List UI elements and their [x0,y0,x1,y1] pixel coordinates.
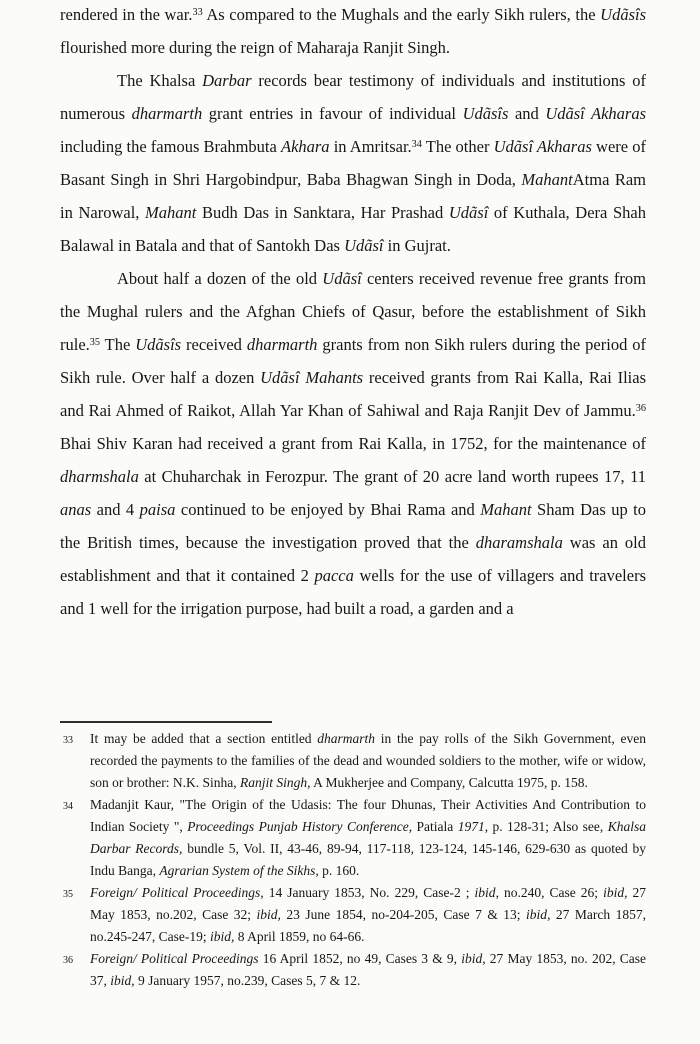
footnote-reference-marker: 35 [89,337,100,349]
text-run: , p. 128-31; Also see, [484,819,608,834]
text-run: were of Basant Singh in Shri Hargobindpur, Baba Bhagwan Singh in Doda, [60,137,646,189]
italic-text-run: Darbar [202,71,252,90]
footnote-number: 36 [63,955,73,966]
text-run: at Chuharchak in Ferozpur. The grant of 20 acre land worth rupees 17, 11 [138,467,646,486]
text-run: As compared to the Mughals and the early Sikh rulers, the [202,5,601,24]
text-run: 8 April 1859, no 64-66. [234,929,365,944]
italic-text-run: dharmshala [60,467,139,486]
text-run: grants from non Sikh rulers during the period of Sikh rule. Over half a dozen [60,335,647,387]
italic-text-run: Udãsî [344,236,384,255]
italic-text-run: ibid, [209,929,235,944]
text-run: 23 June 1854, no-204-205, Case 7 & 13; [280,907,527,922]
italic-text-run: Mahant [521,170,573,189]
footnote-text [90,951,646,988]
text-run: About half a dozen of the old [117,269,323,288]
text-run: The [100,335,136,354]
body-paragraph [60,0,646,64]
italic-text-run: Udãsîs [135,335,182,354]
italic-text-run: Udãsîs [600,5,646,24]
italic-text-run: paisa [139,500,176,519]
italic-text-run: Mahant [145,203,197,222]
text-run: Atma Ram in Narowal, [60,170,647,222]
footnote-separator [60,721,272,723]
text-run: The other [421,137,494,156]
text-run: records bear testimony of individuals and institutions of numerous [60,71,646,123]
text-run: grant entries in favour of individual [202,104,463,123]
italic-text-run: pacca [314,566,354,585]
text-run: , 9 January 1957, no.239, Cases 5, 7 & 12. [131,973,361,988]
footnote-reference-marker: 34 [411,139,422,151]
footnote [60,728,646,794]
footnote-number: 34 [63,801,73,812]
footnote-number: 33 [63,735,73,746]
footnote-text [90,885,646,944]
footnote [60,794,646,882]
italic-text-run: Udãsî Mahants [260,368,364,387]
text-run: p. 160. [318,863,360,878]
text-run: bundle 5, Vol. II, 43-46, 89-94, 117-118, 123-124, 145-146, 629-630 as quoted by Indu Banga, [90,841,646,878]
italic-text-run: Udãsîs [462,104,509,123]
text-run: received [181,335,247,354]
text-run: was an old establishment and that it contained 2 [60,533,646,585]
italic-text-run: Agrarian System of the Sikhs, [159,863,319,878]
italic-text-run: Foreign/ Political Proceedings [90,951,259,966]
text-run: in the pay rolls of the Sikh Government, even recorded the payments to the families of the dead and wounded soldiers to the mother, wife or widow, son or brother: N.K. Sinha, [90,731,646,790]
italic-text-run: ibid, [461,951,486,966]
text-run: in Gujrat. [383,236,451,255]
text-run: Budh Das in Sanktara, Har Prashad [196,203,449,222]
italic-text-run: Proceedings Punjab History Conference, [187,819,413,834]
italic-text-run: Khalsa Darbar Records, [90,819,646,856]
italic-text-run: ibid [474,885,496,900]
text-run: Patiala [412,819,458,834]
italic-text-run: dharmarth [246,335,318,354]
text-run: Bhai Shiv Karan had received a grant from Rai Kalla, in 1752, for the maintenance of [60,434,646,453]
footnote-number: 35 [63,889,73,900]
italic-text-run: ibid [526,907,548,922]
text-run: including the famous Brahmbuta [60,137,281,156]
text-run: Sham Das up to the British times, because the investigation proved that the [60,500,646,552]
text-run: Madanjit Kaur, "The Origin of the Udasis: The four Dhunas, Their Activities And Contribution to Indian Society ", [90,797,646,834]
text-run: continued to be enjoyed by Bhai Rama and [175,500,481,519]
text-run: centers received revenue free grants from the Mughal rulers and the Afghan Chiefs of Qasur, before the establishment of Sikh rule. [60,269,647,354]
italic-text-run: 1971 [457,819,485,834]
body-paragraph [60,262,646,625]
italic-text-run: dharmarth [317,731,376,746]
italic-text-run: Udãsî Akharas [545,104,647,123]
italic-text-run: Udãsî [322,269,362,288]
italic-text-run: Akhara [280,137,330,156]
text-run: and 4 [91,500,140,519]
body-text [60,0,646,625]
italic-text-run: Mahant [480,500,532,519]
italic-text-run: anas [60,500,92,519]
text-run: received grants from Rai Kalla, Rai Ilias and Rai Ahmed of Raikot, Allah Yar Khan of Sahiwal and Raja Ranjit Dev of Jammu. [60,368,646,420]
text-run: A Mukherjee and Company, Calcutta 1975, p. 158. [310,775,588,790]
italic-text-run: ibid [603,885,625,900]
italic-text-run: Ranjit Singh, [239,775,311,790]
text-run: 27 May 1853, no. 202, Case 37, [90,951,647,988]
italic-text-run: dharamshala [475,533,563,552]
italic-text-run: Udãsî Akharas [493,137,592,156]
text-run: , no.240, Case 26; [495,885,604,900]
text-run: , 27 March 1857, no.245-247, Case-19; [90,907,647,944]
italic-text-run: ibid [110,973,132,988]
italic-text-run: dharmarth [131,104,203,123]
italic-text-run: ibid, [256,907,281,922]
italic-text-run: Foreign/ Political Proceedings, [90,885,264,900]
text-run: The Khalsa [117,71,203,90]
text-run: wells for the use of villagers and travelers and 1 well for the irrigation purpose, had built a road, a garden and a [60,566,647,618]
text-run: flourished more during the reign of Maharaja Ranjit Singh. [60,38,450,57]
italic-text-run: Udãsî [448,203,489,222]
text-run: 16 April 1852, no 49, Cases 3 & 9, [258,951,462,966]
text-run: and [508,104,546,123]
body-paragraph [60,64,646,262]
footnote-reference-marker: 33 [192,7,203,19]
text-run: It may be added that a section entitled [90,731,318,746]
text-run: of Kuthala, Dera Shah Balawal in Batala and that of Santokh Das [60,203,646,255]
text-run: , 27 May 1853, no.202, Case 32; [90,885,647,922]
footnote [60,882,646,948]
footnotes-section [60,728,646,992]
footnote-text [90,731,646,790]
footnote-text [90,797,646,878]
text-run: in Amritsar. [329,137,412,156]
text-run: rendered in the war. [60,5,193,24]
footnote [60,948,646,992]
text-run: 14 January 1853, No. 229, Case-2 ; [263,885,475,900]
footnote-reference-marker: 36 [635,403,646,415]
